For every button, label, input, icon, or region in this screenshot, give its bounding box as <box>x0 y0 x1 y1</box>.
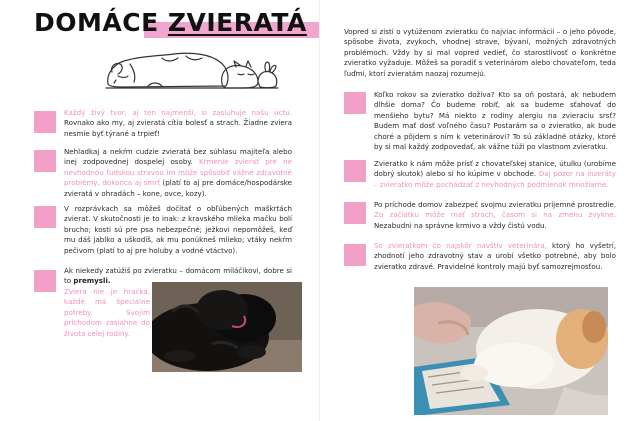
bullet-square-8 <box>344 244 366 266</box>
right-page <box>320 0 640 421</box>
left-paragraph-2: Nehladkaj a nekŕm cudzie zvieratá bez súhlasu majiteľa alebo inej zodpovednej dospelej osoby. Kŕmenie zvierat pre ne nevhodnou ľudskou stravou im môže spôsobiť vážne zdravotné problémy, dokonca aj smrť (platí to aj pre domáce/hospodárske zvieratá v ohradách – kone, ovce, kozy). <box>64 147 292 198</box>
title-word-2: ZVIERATÁ <box>167 8 307 37</box>
left-paragraph-4-warning: Zviera nie je hračka, každé má špeciálne potreby. Svojim príchodom zasiahne do života celej rodiny. <box>64 287 150 338</box>
right-paragraph-1: Vopred si zisti o vytúženom zvieratku čo najviac informácií – o jeho pôvode, spôsobe života, zvykoch, vhodnej strave, bývaní, možných zdravotných problémoch. Vždy by si mal vopred vedieť, čo starostlivosť o konkrétne zvieratko vyžaduje. Môžeš sa poradiť s veterinárom alebo chovateľom, teda ľuďmi, ktorí zvieratám naozaj rozumejú. <box>344 27 616 78</box>
left-paragraph-3: V rozprávkach sa môžeš dočítať o obľúbených maškrtách zvierat. V skutočnosti je to inak: z kravského mlieka mačku bolí brucho; kosti sú pre psa nebezpečné; ježkovi nepomôžeš, keď mu dáš jablko a uškodíš, ak mu ponúkneš mlieko; vtáky nekŕm pečivom (platí to aj pre holuby a vodné vtáctvo). <box>64 204 292 255</box>
bullet-square-3 <box>34 206 56 228</box>
right-paragraph-4: Po príchode domov zabezpeč svojmu zvieratku príjemné prostredie. Zo začiatku môže mať strach, časom si na zmenu zvykne. Nezabudni na správne krmivo a vždy čistú vodu. <box>374 200 616 230</box>
black-dog-photo <box>152 282 302 372</box>
bullet-square-5 <box>344 92 366 114</box>
bullet-square-6 <box>344 160 366 182</box>
title-word-1: DOMÁCE <box>34 8 168 37</box>
bullet-square-2 <box>34 150 56 172</box>
puppy-with-book-photo <box>414 287 608 415</box>
bullet-square-4 <box>34 270 56 292</box>
page-title <box>34 6 307 44</box>
bullet-square-1 <box>34 111 56 133</box>
sleeping-animals-illustration <box>102 40 282 94</box>
right-paragraph-2: Koľko rokov sa zvieratko dožíva? Kto sa oň postará, ak nebudem dlhšie doma? Čo budeme robiť, ak sa budeme sťahovať do menšieho bytu? Má niekto z rodiny alergiu na zvieraciu srsť? Budem mať dosť voľného času? Postarám sa o zvieratko, ak bude choré a pôjdem s ním k veterinárovi? To sú základné otázky, ktoré by si mal každý zodpovedať, ak vážne túži po vlastnom zvieratku. <box>374 90 616 152</box>
right-paragraph-5: So zvieratkom čo najskôr navštív veterinára, ktorý ho vyšetrí, zhodnotí jeho zdravotný stav a urobí všetko potrebné, aby bolo zvieratko zdravé. Pravidelné kontroly majú byť samozrejmosťou. <box>374 241 617 271</box>
bullet-square-7 <box>344 202 366 224</box>
left-paragraph-1: Každý živý tvor, aj ten najmenší, si zasluhuje našu úctu. Rovnako ako my, aj zvieratá cítia bolesť a strach. Žiadne zviera nesmie byť týrané a trpieť! <box>64 108 292 138</box>
left-paragraph-4-intro: Ak niekedy zatúžiš po zvieratku – domácom miláčikovi, dobre si to premysli. <box>64 266 292 286</box>
right-paragraph-3: Zvieratko k nám môže prísť z chovateľskej stanice, útulku (urobíme dobrý skutok) alebo si ho kúpime v obchode. Daj pozor na inzeráty – zvieratko môže pochádzať z nevhodných podmienok množiarne. <box>374 159 617 189</box>
